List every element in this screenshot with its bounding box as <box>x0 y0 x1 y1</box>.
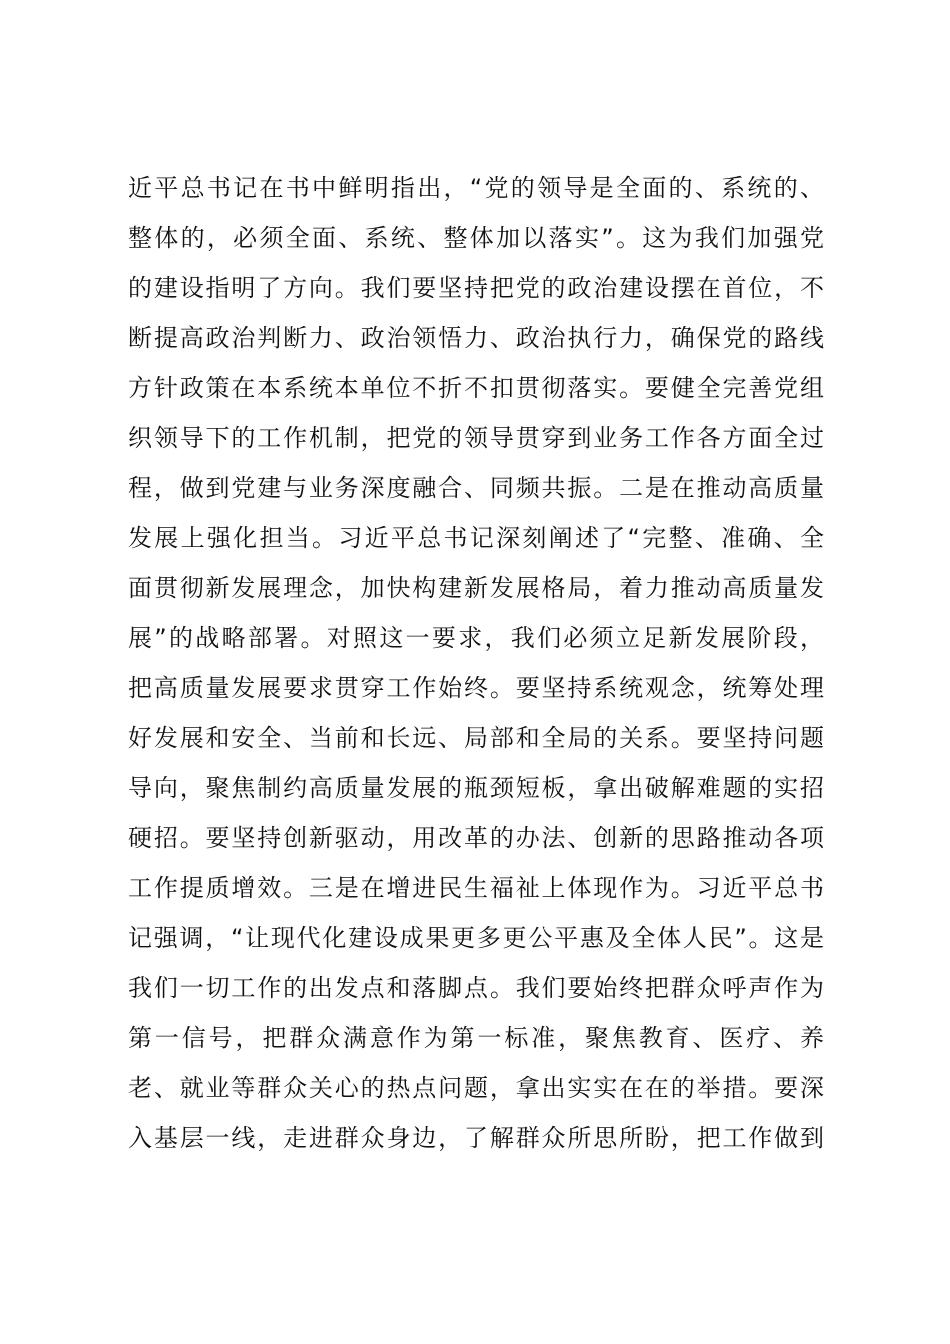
text-line: 整体的，必须全面、系统、整体加以落实”。这为我们加强党 <box>128 224 824 252</box>
text-line: 面贯彻新发展理念，加快构建新发展格局，着力推动高质量发 <box>128 574 824 602</box>
text-line: 发展上强化担当。习近平总书记深刻阐述了“完整、准确、全 <box>128 524 824 552</box>
text-line: 我们一切工作的出发点和落脚点。我们要始终把群众呼声作为 <box>128 974 824 1002</box>
text-line: 记强调，“让现代化建设成果更多更公平惠及全体人民”。这是 <box>128 924 824 952</box>
text-line: 程，做到党建与业务深度融合、同频共振。二是在推动高质量 <box>128 474 824 502</box>
text-line: 展”的战略部署。对照这一要求，我们必须立足新发展阶段， <box>128 624 824 652</box>
text-line: 好发展和安全、当前和长远、局部和全局的关系。要坚持问题 <box>128 724 824 752</box>
text-line: 入基层一线，走进群众身边，了解群众所思所盼，把工作做到 <box>128 1124 824 1152</box>
text-line: 第一信号，把群众满意作为第一标准，聚焦教育、医疗、养 <box>128 1024 824 1052</box>
text-line: 硬招。要坚持创新驱动，用改革的办法、创新的思路推动各项 <box>128 824 824 852</box>
text-line: 织领导下的工作机制，把党的领导贯穿到业务工作各方面全过 <box>128 424 824 452</box>
text-line: 导向，聚焦制约高质量发展的瓶颈短板，拿出破解难题的实招 <box>128 774 824 802</box>
body-paragraph <box>128 163 824 1163</box>
text-line: 断提高政治判断力、政治领悟力、政治执行力，确保党的路线 <box>128 324 824 352</box>
text-line: 方针政策在本系统本单位不折不扣贯彻落实。要健全完善党组 <box>128 374 824 402</box>
text-line: 工作提质增效。三是在增进民生福祉上体现作为。习近平总书 <box>128 874 824 902</box>
text-line: 近平总书记在书中鲜明指出，“党的领导是全面的、系统的、 <box>128 174 824 202</box>
text-line: 老、就业等群众关心的热点问题，拿出实实在在的举措。要深 <box>128 1074 824 1102</box>
text-line: 把高质量发展要求贯穿工作始终。要坚持系统观念，统筹处理 <box>128 674 824 702</box>
text-line: 的建设指明了方向。我们要坚持把党的政治建设摆在首位，不 <box>128 274 824 302</box>
